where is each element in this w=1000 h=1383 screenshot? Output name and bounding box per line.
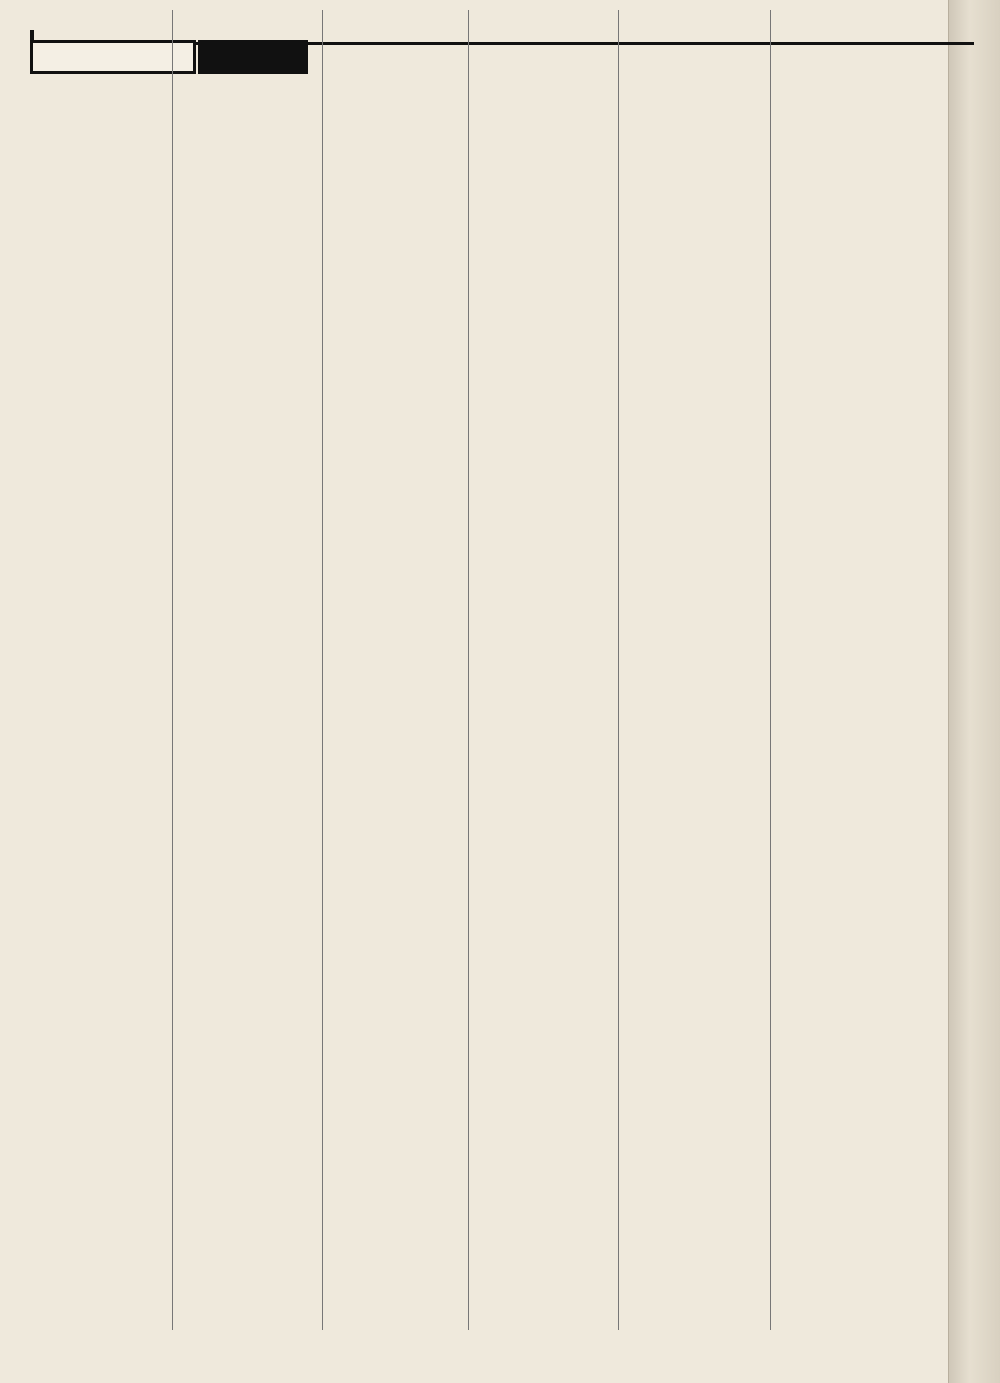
- calendar-column-4: [474, 110, 616, 1330]
- adjacent-page-edge: [948, 0, 1000, 1383]
- calendar-column-1: [18, 110, 168, 1330]
- calendar-column-3: [326, 110, 466, 1330]
- issue-number: [198, 40, 308, 74]
- masthead: [30, 30, 950, 82]
- column-divider: [770, 10, 771, 1330]
- calendar-column-5: [624, 110, 766, 1330]
- column-divider: [172, 10, 173, 1330]
- calendar-column-6: [776, 110, 944, 1330]
- column-divider: [322, 10, 323, 1330]
- calendar-column-2: [176, 110, 320, 1330]
- column-divider: [618, 10, 619, 1330]
- column-divider: [468, 10, 469, 1330]
